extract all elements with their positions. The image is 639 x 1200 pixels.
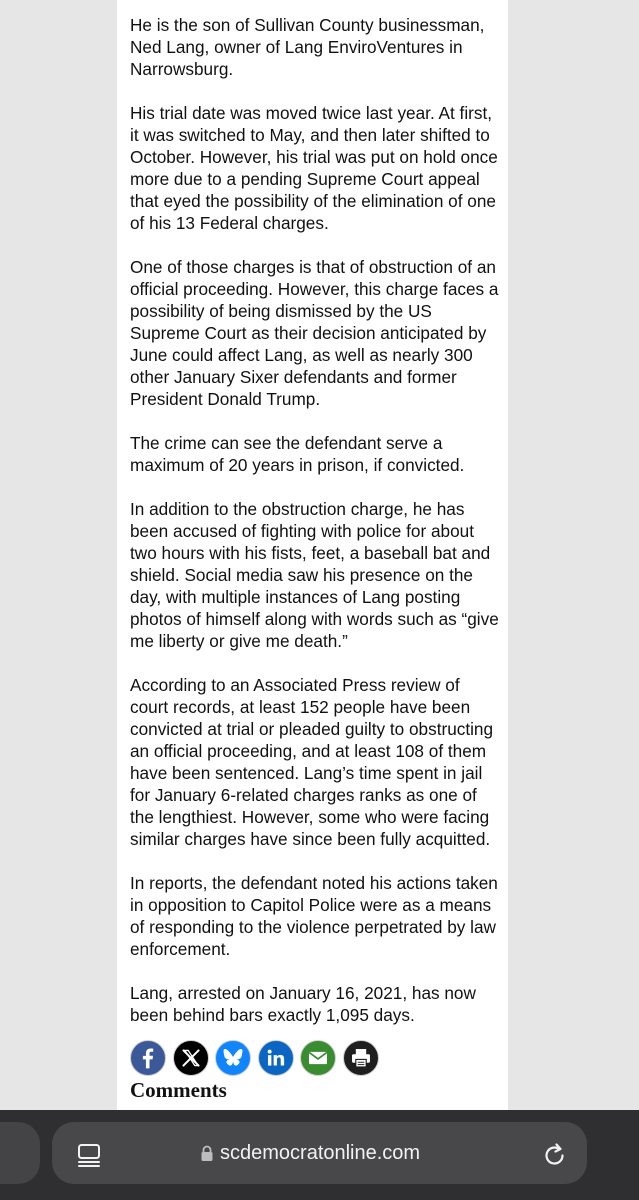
email-icon [301,1040,335,1076]
article-paragraph: The crime can see the defendant serve a maximum of 20 years in prison, if convicted. [130,433,465,475]
article-column [117,0,508,1110]
x-icon [174,1040,208,1076]
previous-tab-pill[interactable] [0,1122,40,1184]
article-paragraph: In reports, the defendant noted his actions taken in opposition to Capitol Police were as a means of responding to the violence perpetrated by law enforcement. [130,873,498,959]
share-buttons [130,1040,379,1076]
facebook-icon [131,1040,165,1076]
share-bluesky-button[interactable] [215,1040,251,1076]
reload-icon[interactable] [542,1141,568,1169]
share-facebook-button[interactable] [130,1040,166,1076]
article-paragraph: His trial date was moved twice last year. At first, it was switched to May, and then later shifted to October. However, his trial was put on hold once more due to a pending Supreme Court appeal that eyed the possibility of the elimination of one of his 13 Federal charges. [130,103,498,233]
tab-overview-icon[interactable] [76,1142,102,1168]
browser-toolbar [0,1110,639,1200]
address-bar[interactable] [52,1122,587,1184]
article-paragraph: In addition to the obstruction charge, he has been accused of fighting with police for about two hours with his fists, feet, a baseball bat and shield. Social media saw his presence on the day, with multiple instances of Lang posting photos of himself along with words such as “give me liberty or give me death.” [130,499,499,651]
print-button[interactable] [343,1040,379,1076]
comments-heading: Comments [130,1078,227,1102]
share-x-button[interactable] [173,1040,209,1076]
article-paragraph: He is the son of Sullivan County businessman, Ned Lang, owner of Lang EnviroVentures in Narrowsburg. [130,15,485,79]
share-email-button[interactable] [300,1040,336,1076]
linkedin-icon [259,1040,293,1076]
print-icon [344,1040,378,1076]
article-paragraph: Lang, arrested on January 16, 2021, has now been behind bars exactly 1,095 days. [130,983,476,1025]
bluesky-icon [216,1040,250,1076]
share-linkedin-button[interactable] [258,1040,294,1076]
lock-icon [200,1145,214,1162]
article-paragraph: According to an Associated Press review of court records, at least 152 people have been convicted at trial or pleaded guilty to obstructing an official proceeding, and at least 108 of them have been sentenced. Lang’s time spent in jail for January 6-related charges ranks as one of the lengthiest. However, some who were facing similar charges have since been fully acquitted. [130,675,494,849]
url-text[interactable]: scdemocratonline.com [220,1142,421,1164]
article-body [130,14,502,1048]
article-paragraph: One of those charges is that of obstruction of an official proceeding. However, this charge faces a possibility of being dismissed by the US Supreme Court as their decision anticipated by June could affect Lang, as well as nearly 300 other January Sixer defendants and former President Donald Trump. [130,257,499,409]
